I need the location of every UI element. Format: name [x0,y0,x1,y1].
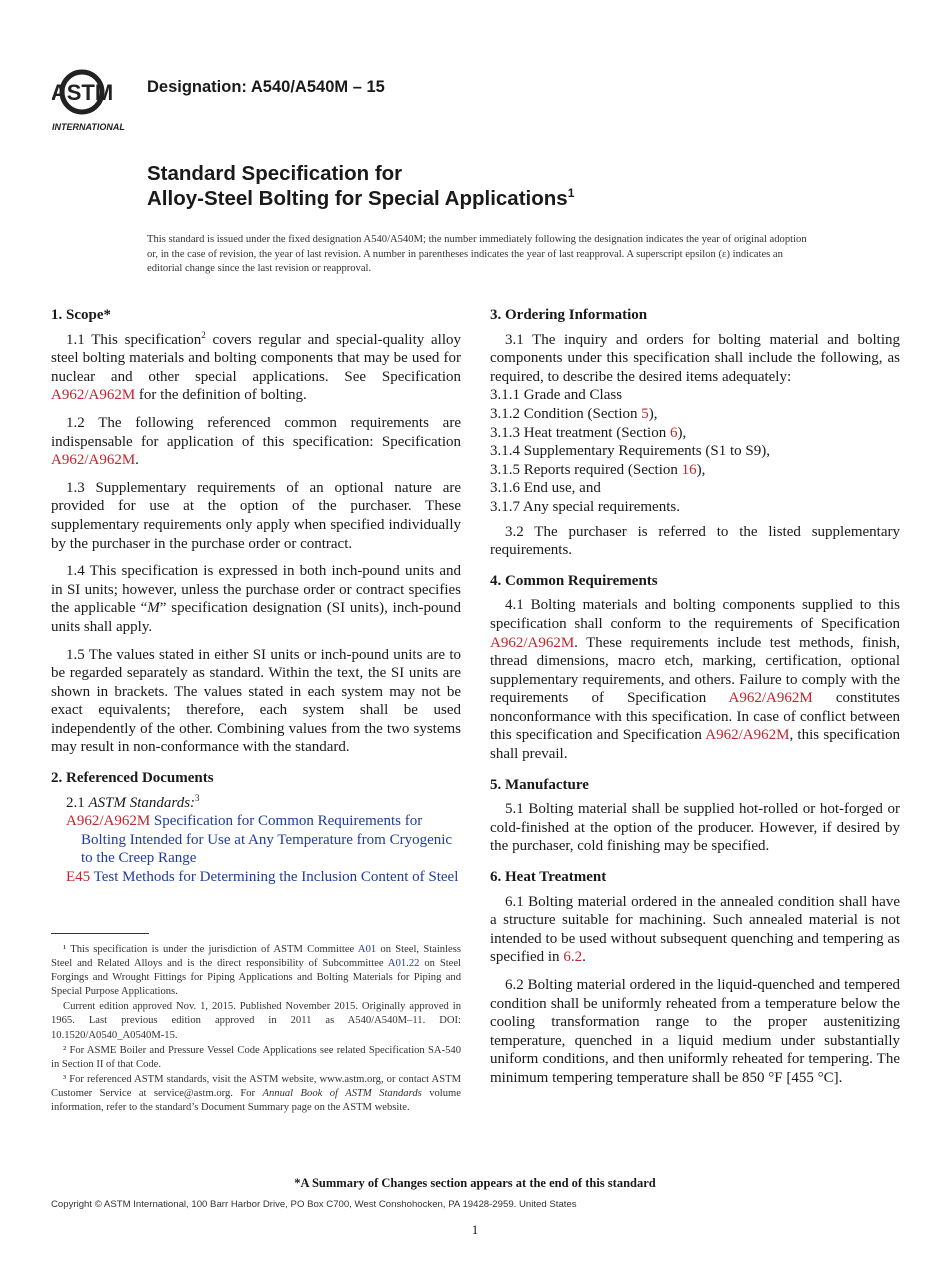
section-referenced-documents [51,769,461,887]
title-footnote-mark: 1 [567,186,575,201]
ref-link-e45[interactable]: E45 [66,869,91,886]
page-title [147,161,574,211]
footnote-2: ² For ASME Boiler and Pressure Vessel Code Applications see related Specification SA-540 in Section II of that Code. [51,1044,461,1070]
left-column [51,306,461,899]
subcommittee-link[interactable]: A01.22 [387,958,420,970]
astm-logo [52,62,136,136]
footnotes [51,943,461,1116]
reference-item[interactable] [51,812,461,868]
ordering-list [490,386,900,516]
section-heading: 5. Manufacture [490,776,589,793]
footnote-1-edition: Current edition approved Nov. 1, 2015. Published November 2015. Originally approved in 1965. Last previous edition approved in 2011 as A540/A540M–11. DOI: 10.1520/A0540_A0540M-15. [51,1001,461,1041]
designation: Designation: A540/A540M – 15 [147,78,385,96]
footnote-1: ¹ This specification is under the jurisdiction of ASTM Committee A01 on Steel, Stainless Steel and Related Alloys and is the direct responsibility of Subcommittee A01.22 on Steel Forgings and Wrought Fittings for Piping Applications and Bolting Materials for Piping and Special Purpose Applications. [51,944,461,998]
page-number: 1 [471,1222,479,1237]
paragraph-1-2: 1.2 The following referenced common requirements are indispensable for application of this specification: Specification A962/A962M. [51,414,461,469]
title-line-1: Standard Specification for [147,162,403,185]
svg-text:INTERNATIONAL: INTERNATIONAL [52,122,125,132]
paragraph-3-2: 3.2 The purchaser is referred to the listed supplementary requirements. [490,523,900,559]
copyright: Copyright © ASTM International, 100 Barr Harbor Drive, PO Box C700, West Conshohocken, PA 19428-2959. United States [51,1199,577,1210]
section-link[interactable]: 6.2 [563,949,583,966]
paragraph-5-1: 5.1 Bolting material shall be supplied hot-rolled or hot-forged or cold-finished at the option of the producer. However, if desired by the purchaser, cold finishing may be specified. [490,801,900,855]
list-item: 3.1.4 Supplementary Requirements (S1 to S9), [490,443,770,460]
reference-item[interactable] [51,868,461,887]
committee-link[interactable]: A01 [357,944,377,955]
astm-logo-icon [52,62,136,136]
ref-link-a962[interactable]: A962/A962M [66,813,151,830]
list-item: 3.1.1 Grade and Class [490,387,623,404]
list-item: 3.1.6 End use, and [490,480,601,497]
ref-link-a962[interactable]: A962/A962M [490,634,575,651]
section-heading: 4. Common Requirements [490,572,658,589]
ref-link-a962[interactable]: A962/A962M [51,387,136,404]
standard-notice: This standard is issued under the fixed designation A540/A540M; the number immediately following the designation indicates the year of original adoption or, in the case of revision, the year of last revision. A number in parentheses indicates the year of last reapproval. A superscript epsilon (ε) indicates an editorial change since the last revision or reapproval. [147,234,807,275]
svg-text:ASTM: ASTM [52,80,114,105]
paragraph-4-1: 4.1 Bolting materials and bolting components supplied to this specification shall conform to the requirements of Specification A962/A962M. These requirements include test methods, finish, thread dimensions, macro etch, marking, certification, optional supplementary requirements, and others. Failure to comply with the requirements of Specification A962/A962M constitutes nonconformance with this specification. In case of conflict between this specification and Specification A962/A962M, this specification shall prevail. [490,597,900,763]
paragraph-1-1: 1.1 This specification$^2$ covers regular and special-quality alloy steel bolting materials and bolting components that may be used for nuclear and other special applications. See Specification A962/A962M for the definition of bolting. [51,329,461,404]
paragraph-1-4: 1.4 This specification is expressed in both inch-pound units and in SI units; however, unless the purchase order or contract specifies the applicable “M” specification designation (SI units), inch-pound units shall apply. [51,563,461,635]
list-item: 3.1.3 Heat treatment (Section 6), [490,424,687,441]
paragraph-6-2: 6.2 Bolting material ordered in the liquid-quenched and tempered condition shall be uniformly reheated from a temperature below the cooling transformation range to the proper austenitizing temperature, quenched in a liquid medium under substantially uniform conditions, and then uniformly reheated for tempering. The minimum tempering temperature shall be 850 °F [455 °C]. [490,977,900,1086]
section-link[interactable]: 16 [681,461,697,478]
list-item: 3.1.7 Any special requirements. [490,498,680,515]
ref-title-link[interactable]: Specification for Common Requirements for Bolting Intended for Use at Any Temperature from Cryogenic to the Creep Range [81,813,453,867]
title-line-2: Alloy-Steel Bolting for Special Applications$^1$ [147,186,575,210]
ref-link-a962[interactable]: A962/A962M [51,452,136,469]
paragraph-3-1: 3.1 The inquiry and orders for bolting material and bolting components under this specification shall include the following, as required, to describe the desired items adequately: [490,331,900,385]
list-item: 3.1.2 Condition (Section 5), [490,405,658,422]
paragraph-6-1: 6.1 Bolting material ordered in the annealed condition shall have a structure suitable for machining. Such annealed material is not intended to be used without subsequent quenching and tempering as specified in 6.2. [490,893,900,966]
section-common-requirements [490,572,900,764]
section-heading: 3. Ordering Information [490,307,648,323]
paragraph-1-3: 1.3 Supplementary requirements of an optional nature are provided for use at the option of the purchaser. These supplementary requirements only apply when specified individually by the purchaser in the purchase order or contract. [51,479,461,552]
section-heading: 6. Heat Treatment [490,869,607,886]
footnote-divider [51,933,149,934]
ref-title-link[interactable]: Test Methods for Determining the Inclusion Content of Steel [90,869,459,886]
ref-link-a962[interactable]: A962/A962M [728,690,813,707]
summary-of-changes-note: *A Summary of Changes section appears at the end of this standard [294,1176,656,1190]
section-scope [51,306,461,757]
paragraph-1-5: 1.5 The values stated in either SI units or inch-pound units are to be regarded separately as standard. Within the text, the SI units are shown in brackets. The values stated in each system may not be exact equivalents; therefore, each system shall be used independently of the other. Combining values from the two systems may result in non-conformance with the standard. [51,646,461,756]
section-link[interactable]: 5 [641,405,649,422]
paragraph-2-1: 2.1 ASTM Standards:$^3$ [66,792,200,811]
section-manufacture [490,776,900,856]
section-heading: 1. Scope* [51,307,111,323]
section-link[interactable]: 6 [669,424,678,441]
ref-link-a962[interactable]: A962/A962M [705,727,790,744]
section-ordering-information [490,306,900,560]
footnote-3: ³ For referenced ASTM standards, visit the ASTM website, www.astm.org, or contact ASTM Customer Service at service@astm.org. For Annual Book of ASTM Standards volume information, refer to the standard’s Document Summary page on the ASTM website. [51,1073,461,1114]
section-heat-treatment [490,868,900,1088]
right-column [490,306,900,1100]
list-item: 3.1.5 Reports required (Section 16), [490,461,706,478]
section-heading: 2. Referenced Documents [51,770,214,787]
